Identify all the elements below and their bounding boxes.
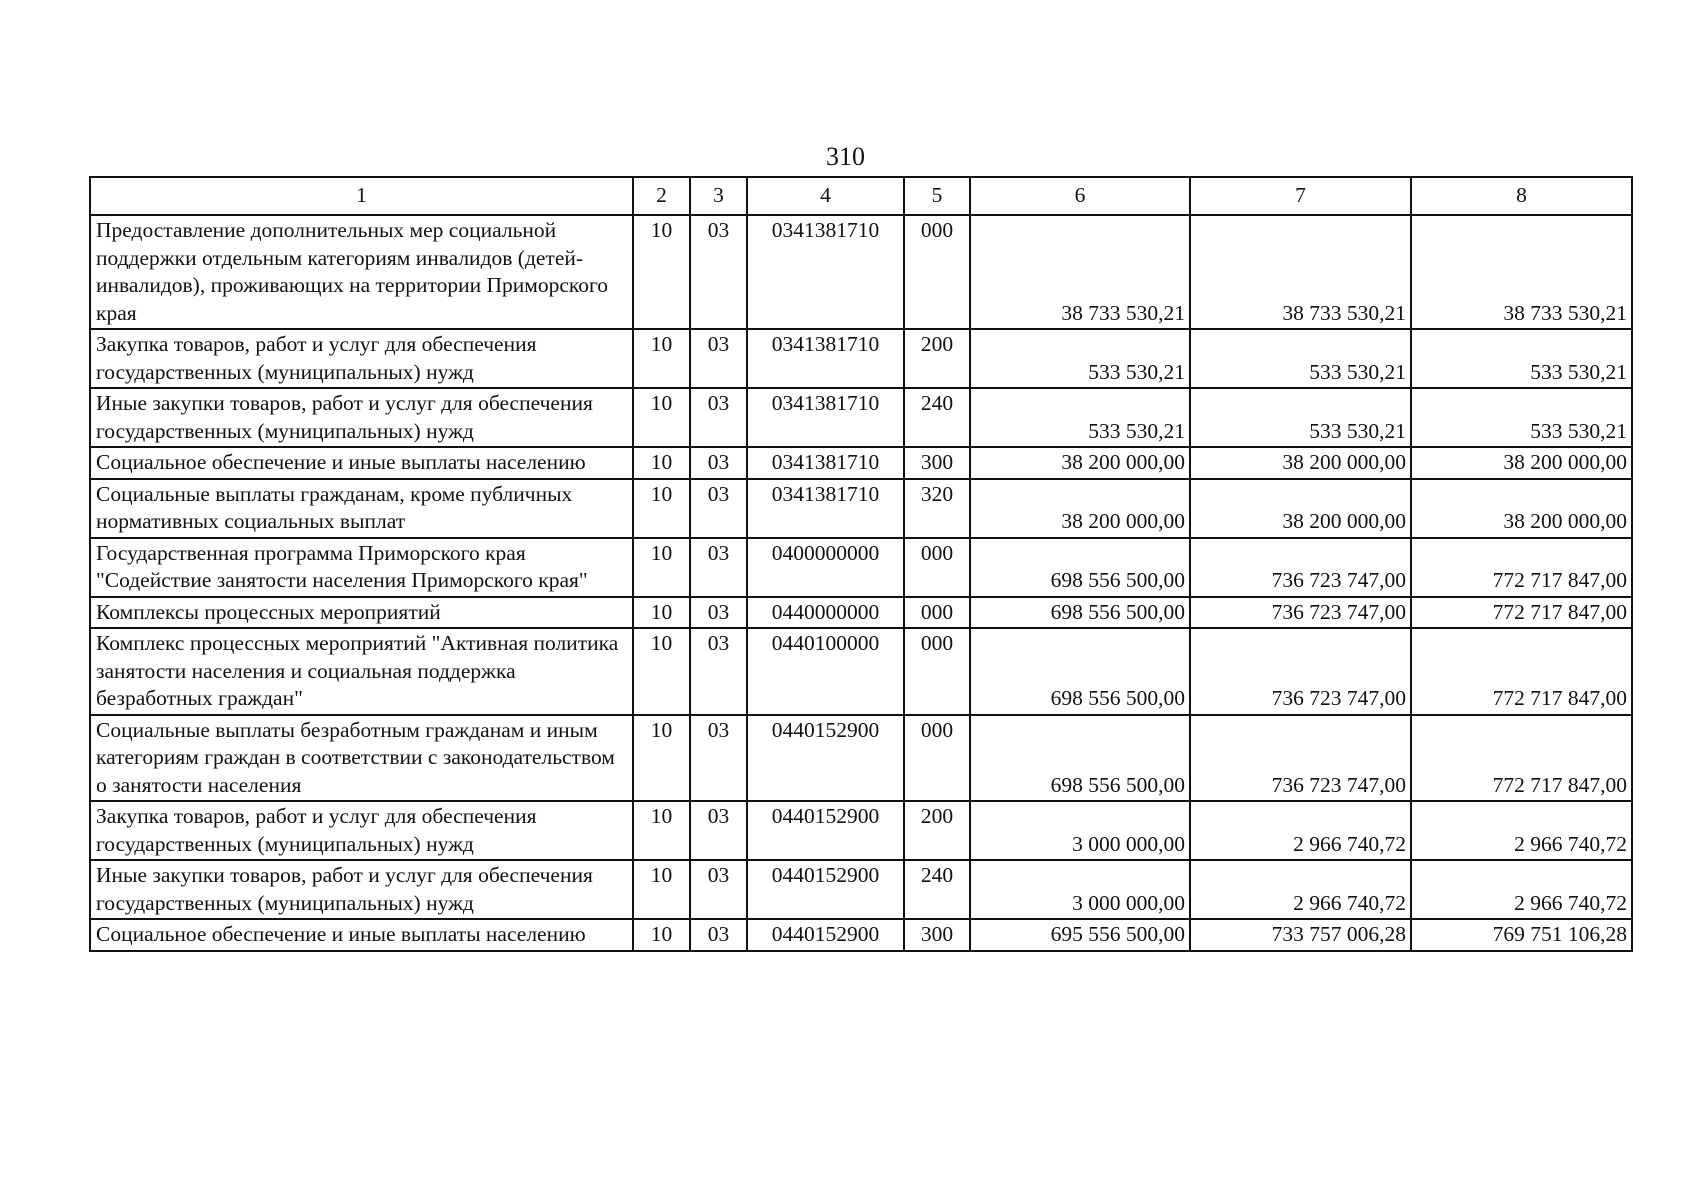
table-row [90,597,1632,629]
amount-col-7: 736 723 747,00 [1190,538,1411,597]
target-code: 0341381710 [747,388,904,447]
amount-col-7: 733 757 006,28 [1190,919,1411,951]
section-code: 10 [633,479,690,538]
section-code: 10 [633,919,690,951]
amount-col-7: 38 733 530,21 [1190,215,1411,329]
subsection-code: 03 [690,329,747,388]
target-code: 0440152900 [747,919,904,951]
page-number: 310 [826,142,865,171]
target-code: 0440152900 [747,801,904,860]
row-name: Социальное обеспечение и иные выплаты населению [90,919,633,951]
row-name: Социальные выплаты безработным гражданам и иным категориям граждан в соответствии с законодательством о занятости населения [90,715,633,802]
row-name: Комплексы процессных мероприятий [90,597,633,629]
type-code: 320 [904,479,970,538]
budget-table [89,176,1633,952]
amount-col-6: 38 200 000,00 [970,479,1190,538]
table-row [90,538,1632,597]
type-code: 200 [904,801,970,860]
subsection-code: 03 [690,919,747,951]
type-code: 000 [904,215,970,329]
table-header [90,177,1632,215]
section-code: 10 [633,538,690,597]
table-row [90,919,1632,951]
table-row [90,801,1632,860]
amount-col-8: 2 966 740,72 [1411,801,1632,860]
subsection-code: 03 [690,447,747,479]
type-code: 000 [904,597,970,629]
row-name: Закупка товаров, работ и услуг для обеспечения государственных (муниципальных) нужд [90,329,633,388]
section-code: 10 [633,215,690,329]
target-code: 0341381710 [747,215,904,329]
target-code: 0400000000 [747,538,904,597]
amount-col-7: 38 200 000,00 [1190,479,1411,538]
table-row [90,860,1632,919]
amount-col-7: 736 723 747,00 [1190,628,1411,715]
subsection-code: 03 [690,715,747,802]
column-header-2: 2 [633,177,690,215]
amount-col-6: 38 733 530,21 [970,215,1190,329]
subsection-code: 03 [690,215,747,329]
amount-col-6: 698 556 500,00 [970,628,1190,715]
section-code: 10 [633,447,690,479]
amount-col-6: 3 000 000,00 [970,801,1190,860]
section-code: 10 [633,388,690,447]
row-name: Предоставление дополнительных мер социальной поддержки отдельным категориям инвалидов (детей-инвалидов), проживающих на территории Приморского края [90,215,633,329]
column-header-6: 6 [970,177,1190,215]
amount-col-8: 772 717 847,00 [1411,628,1632,715]
type-code: 000 [904,538,970,597]
amount-col-6: 698 556 500,00 [970,597,1190,629]
amount-col-7: 736 723 747,00 [1190,597,1411,629]
amount-col-6: 38 200 000,00 [970,447,1190,479]
column-header-1: 1 [90,177,633,215]
amount-col-8: 772 717 847,00 [1411,715,1632,802]
section-code: 10 [633,860,690,919]
row-name: Социальное обеспечение и иные выплаты населению [90,447,633,479]
amount-col-7: 533 530,21 [1190,388,1411,447]
column-header-5: 5 [904,177,970,215]
column-header-7: 7 [1190,177,1411,215]
table-body [90,215,1632,951]
amount-col-8: 38 200 000,00 [1411,447,1632,479]
amount-col-6: 695 556 500,00 [970,919,1190,951]
type-code: 300 [904,919,970,951]
column-header-4: 4 [747,177,904,215]
table-row [90,715,1632,802]
table-row [90,215,1632,329]
amount-col-8: 772 717 847,00 [1411,597,1632,629]
section-code: 10 [633,715,690,802]
subsection-code: 03 [690,628,747,715]
subsection-code: 03 [690,801,747,860]
column-header-3: 3 [690,177,747,215]
amount-col-7: 2 966 740,72 [1190,860,1411,919]
amount-col-6: 698 556 500,00 [970,715,1190,802]
amount-col-6: 3 000 000,00 [970,860,1190,919]
amount-col-8: 38 733 530,21 [1411,215,1632,329]
type-code: 200 [904,329,970,388]
amount-col-7: 533 530,21 [1190,329,1411,388]
amount-col-8: 533 530,21 [1411,329,1632,388]
row-name: Закупка товаров, работ и услуг для обеспечения государственных (муниципальных) нужд [90,801,633,860]
amount-col-6: 533 530,21 [970,329,1190,388]
column-header-8: 8 [1411,177,1632,215]
target-code: 0341381710 [747,447,904,479]
target-code: 0440000000 [747,597,904,629]
subsection-code: 03 [690,860,747,919]
table-row [90,628,1632,715]
subsection-code: 03 [690,479,747,538]
target-code: 0341381710 [747,329,904,388]
amount-col-8: 533 530,21 [1411,388,1632,447]
table-row [90,329,1632,388]
amount-col-7: 38 200 000,00 [1190,447,1411,479]
table-row [90,388,1632,447]
type-code: 000 [904,715,970,802]
type-code: 000 [904,628,970,715]
subsection-code: 03 [690,597,747,629]
target-code: 0440152900 [747,860,904,919]
amount-col-6: 533 530,21 [970,388,1190,447]
subsection-code: 03 [690,538,747,597]
table-row [90,479,1632,538]
amount-col-8: 38 200 000,00 [1411,479,1632,538]
section-code: 10 [633,628,690,715]
type-code: 240 [904,388,970,447]
amount-col-7: 2 966 740,72 [1190,801,1411,860]
subsection-code: 03 [690,388,747,447]
row-name: Иные закупки товаров, работ и услуг для обеспечения государственных (муниципальных) нужд [90,388,633,447]
amount-col-7: 736 723 747,00 [1190,715,1411,802]
target-code: 0440100000 [747,628,904,715]
section-code: 10 [633,801,690,860]
section-code: 10 [633,597,690,629]
header-row [90,177,1632,215]
amount-col-6: 698 556 500,00 [970,538,1190,597]
row-name: Иные закупки товаров, работ и услуг для обеспечения государственных (муниципальных) нужд [90,860,633,919]
target-code: 0440152900 [747,715,904,802]
table-row [90,447,1632,479]
type-code: 300 [904,447,970,479]
type-code: 240 [904,860,970,919]
amount-col-8: 772 717 847,00 [1411,538,1632,597]
amount-col-8: 769 751 106,28 [1411,919,1632,951]
section-code: 10 [633,329,690,388]
row-name: Комплекс процессных мероприятий "Активная политика занятости населения и социальная поддержка безработных граждан" [90,628,633,715]
row-name: Социальные выплаты гражданам, кроме публичных нормативных социальных выплат [90,479,633,538]
row-name: Государственная программа Приморского края "Содействие занятости населения Приморского края" [90,538,633,597]
amount-col-8: 2 966 740,72 [1411,860,1632,919]
target-code: 0341381710 [747,479,904,538]
